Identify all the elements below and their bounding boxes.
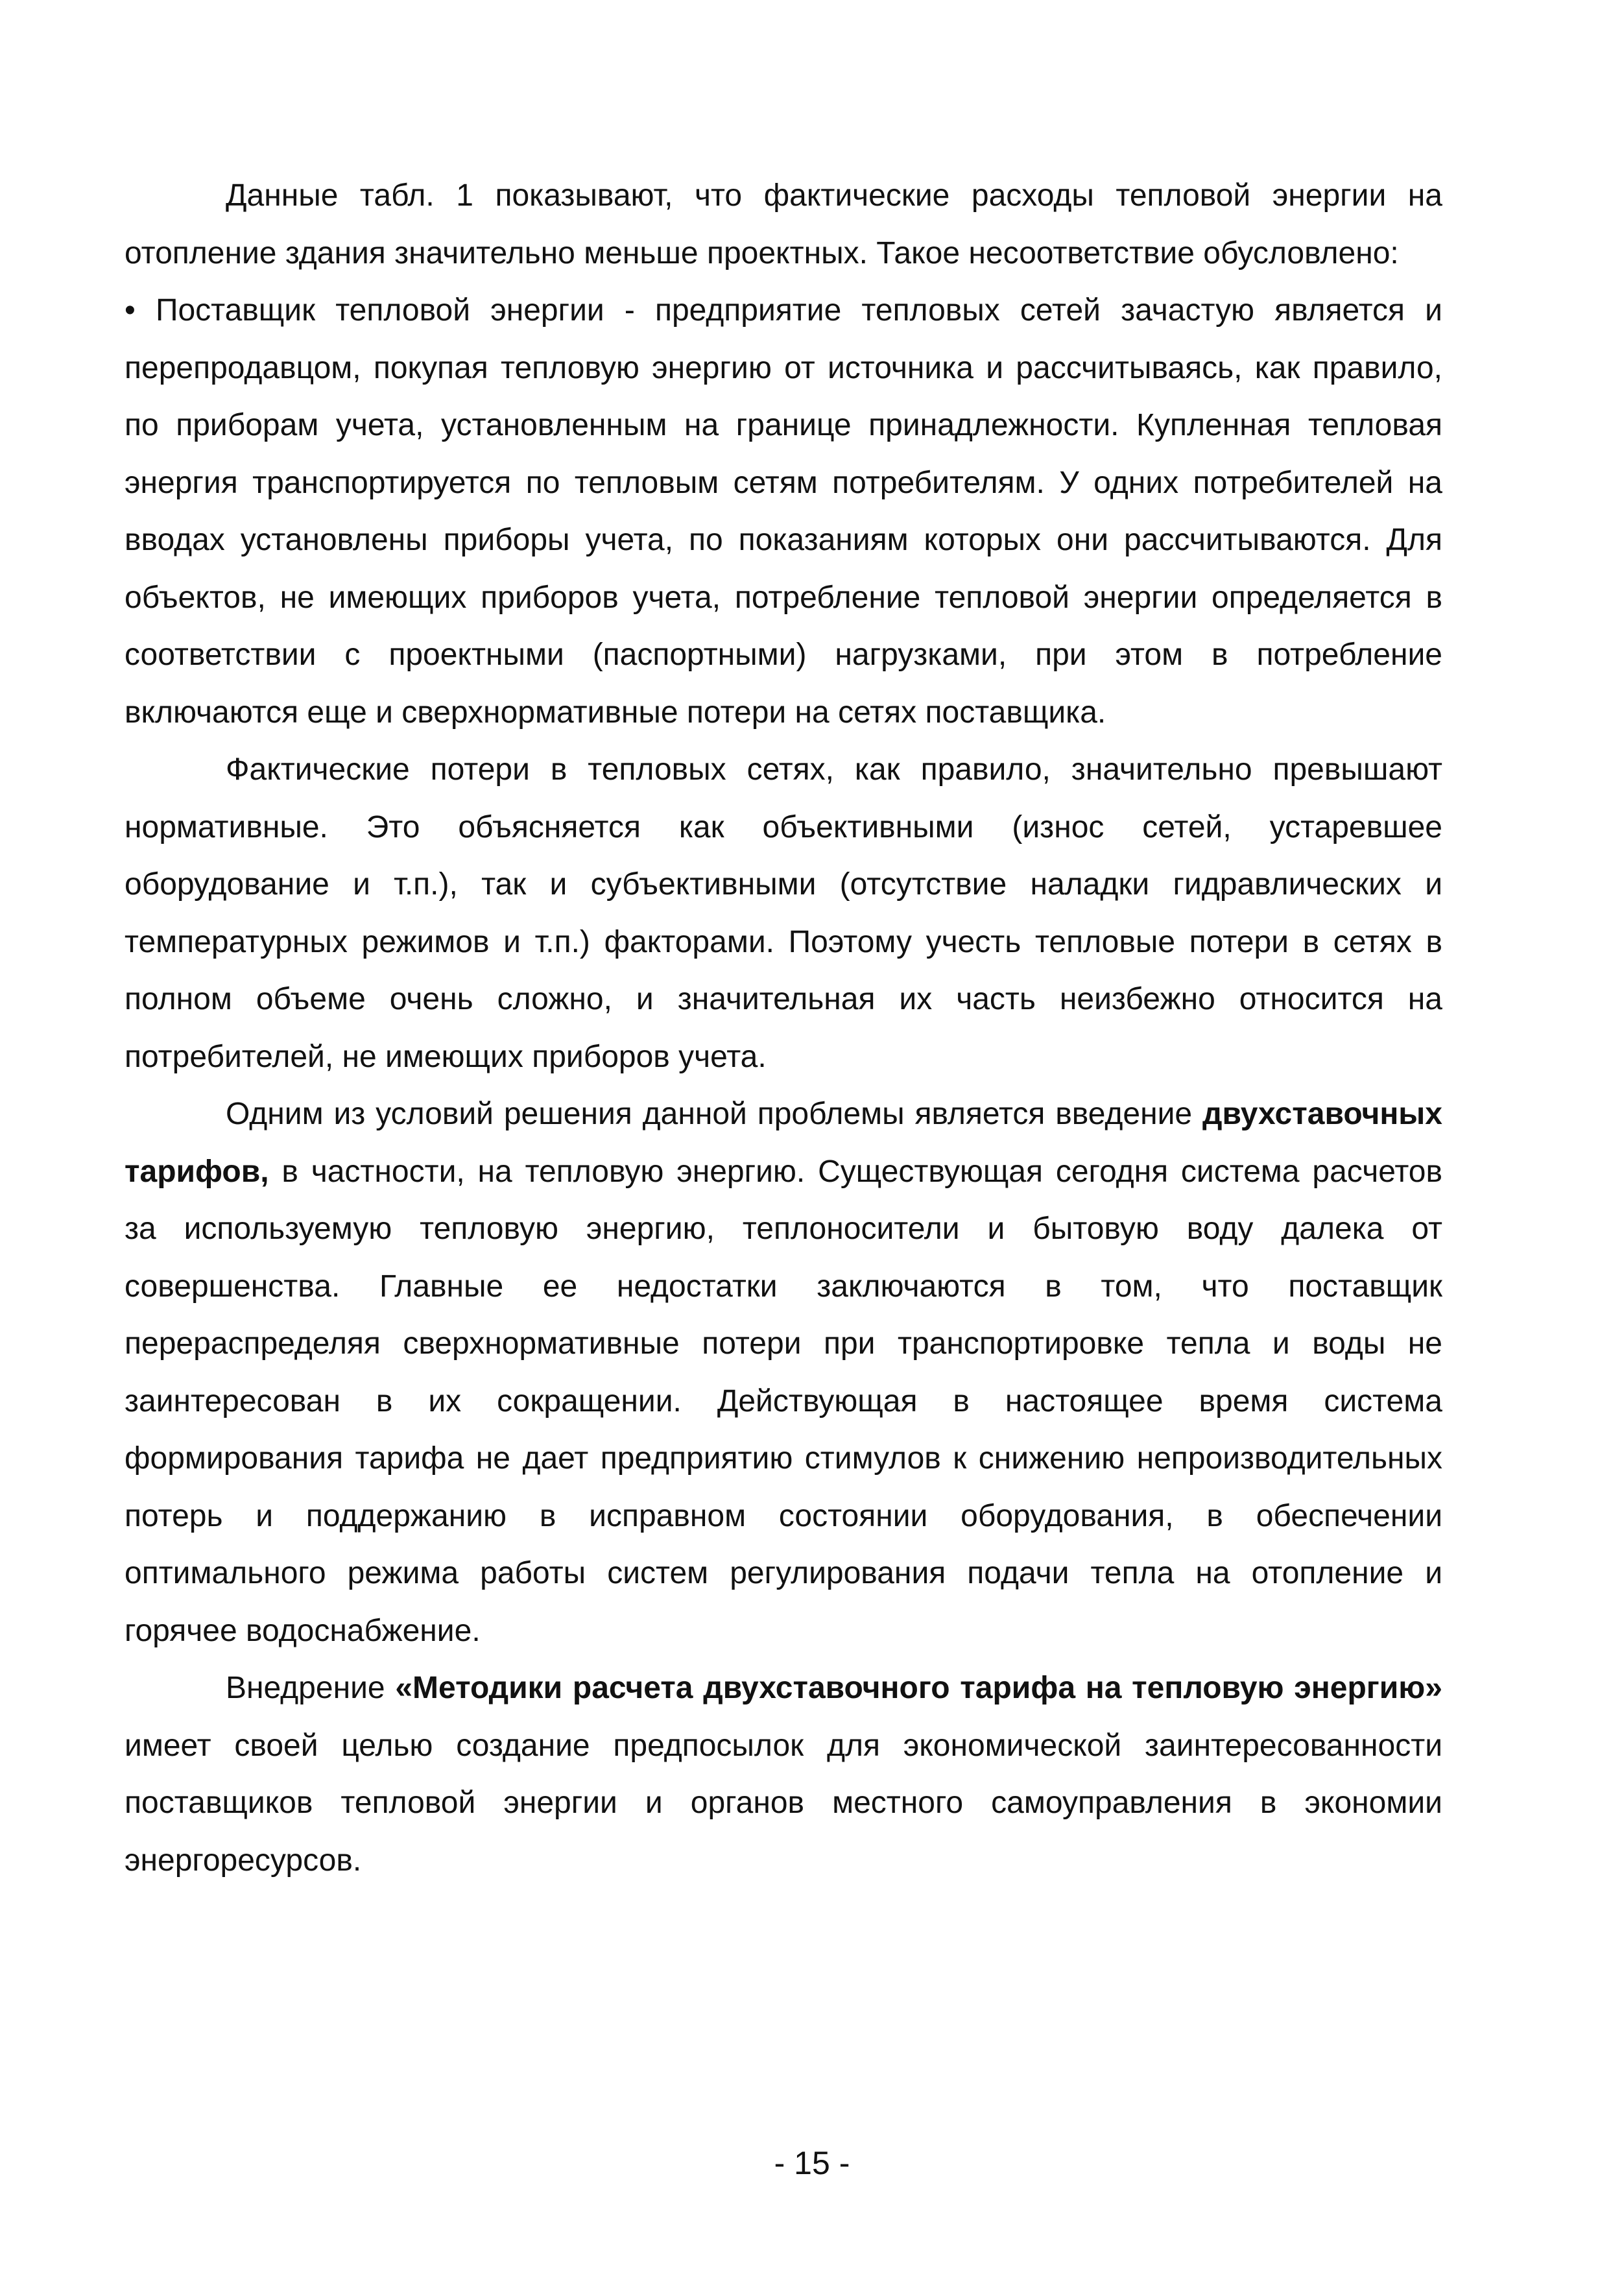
- page-number: - 15 -: [774, 2145, 850, 2181]
- bullet-marker: •: [125, 293, 136, 328]
- paragraph-4-rest: в частности, на тепловую энергию. Существующая сегодня система расчетов за используемую тепловую энергию, теплоносители и бытовую воду далека от совершенства. Главные ее недостатки заключаются в том, что поставщик перераспределяя сверхнормативные потери при транспортировке тепла и воды не заинтересован в их сокращении. Действующая в настоящее время система формирования тарифа не дает предприятию стимулов к снижению непроизводительных потерь и поддержанию в исправном состоянии оборудования, в обеспечении оптимального режима работы систем регулирования подачи тепла на отопление и горячее водоснабжение.: [125, 1154, 1443, 1648]
- paragraph-1: [125, 167, 1442, 282]
- paragraph-5-start: Внедрение: [226, 1671, 385, 1705]
- paragraph-3: [125, 741, 1442, 1086]
- body-text: [125, 167, 1442, 1889]
- paragraph-4-start: Одним из условий решения данной проблемы является введение: [226, 1097, 1193, 1131]
- paragraph-2: [125, 282, 1442, 741]
- paragraph-4-bold-term: двухставочных тарифов,: [125, 1097, 1442, 1189]
- paragraph-3-text: Фактические потери в тепловых сетях, как правило, значительно превышают нормативные. Это объясняется как объективными (износ сетей, устаревшее оборудование и т.п.), так и субъективными (отсутствие наладки гидравлических и температурных режимов и т.п.) факторами. Поэтому учесть тепловые потери в сетях в полном объеме очень сложно, и значительная их часть неизбежно относится на потребителей, не имеющих приборов учета.: [125, 752, 1442, 1074]
- paragraph-2-text: Поставщик тепловой энергии - предприятие тепловых сетей зачастую является и перепродавцом, покупая тепловую энергию от источника и рассчитываясь, как правило, по приборам учета, установленным на границе принадлежности. Купленная тепловая энергия транспортируется по тепловым сетям потребителям. У одних потребителей на вводах установлены приборы учета, по показаниям которых они рассчитываются. Для объектов, не имеющих приборов учета, потребление тепловой энергии определяется в соответствии с проектными (паспортными) нагрузками, при этом в потребление включаются еще и сверхнормативные потери на сетях поставщика.: [125, 293, 1442, 730]
- paragraph-5-bold-title: «Методики расчета двухставочного тарифа на тепловую энергию»: [395, 1671, 1442, 1705]
- paragraph-4: [125, 1086, 1442, 1660]
- paragraph-5-rest: имеет своей целью создание предпосылок для экономической заинтересованности поставщиков тепловой энергии и органов местного самоуправления в экономии энергоресурсов.: [125, 1728, 1442, 1878]
- paragraph-5: [125, 1660, 1442, 1889]
- paragraph-1-text: Данные табл. 1 показывают, что фактические расходы тепловой энергии на отопление здания значительно меньше проектных. Такое несоответствие обусловлено:: [125, 178, 1442, 270]
